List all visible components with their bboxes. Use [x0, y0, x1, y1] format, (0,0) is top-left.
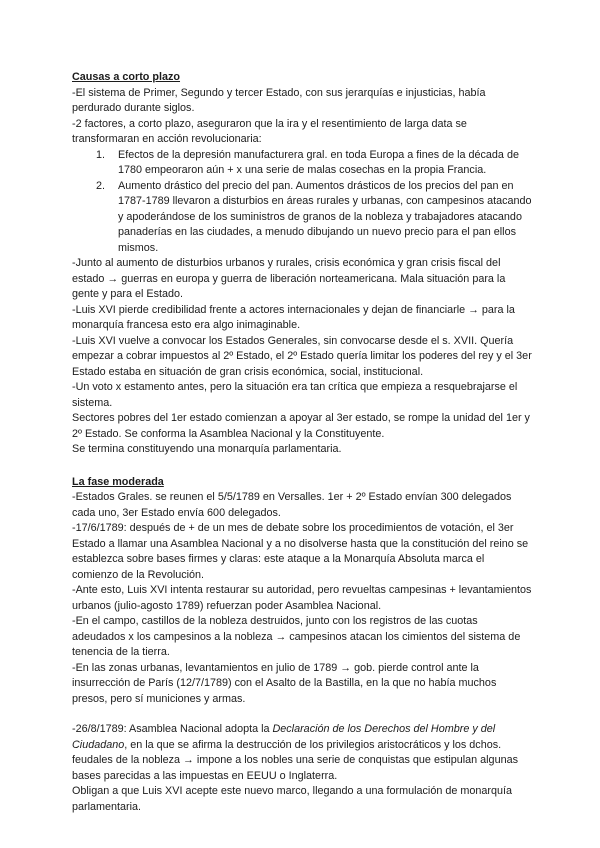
spacer [72, 458, 532, 475]
paragraph: -En el campo, castillos de la nobleza destruidos, junto con los registros de las cuotas adeudados x los campesinos a la nobleza → campesinos atacan los cimientos del sistema de tenencia de la tierra. [72, 615, 521, 658]
paragraph: -17/6/1789: después de + de un mes de debate sobre los procedimientos de votación, el 3er Estado a llamar una Asamblea Nacional y a no disolverse hasta que la constitución del reino se establezca sobre bases firmes y claras: este ataque a la Monarquía Absoluta marca el comienzo de la Revolución. [72, 522, 529, 581]
list-item: 1. Efectos de la depresión manufacturera gral. en toda Europa a fines de la década de 1780 empeoraron aún + x una serie de malas cosechas en la propia Francia. [108, 148, 532, 179]
section-heading-fase-moderada: La fase moderada [72, 475, 164, 488]
declaration-paragraph [72, 722, 532, 784]
paragraph: Se termina constituyendo una monarquía parlamentaria. [72, 443, 342, 455]
document-body [72, 70, 532, 815]
spacer [72, 707, 532, 722]
paragraph: -Luis XVI pierde credibilidad frente a actores internacionales y dejan de financiarle → para la monarquía francesa esto era algo inimaginable. [72, 303, 515, 331]
numbered-list [72, 148, 532, 257]
paragraph: -En las zonas urbanas, levantamientos en julio de 1789 → gob. pierde control ante la insurrección de París (12/7/1789) con el Asalto de la Bastilla, en la que no había muchos presos, pero sí municiones y armas. [72, 661, 497, 705]
paragraph: -Un voto x estamento antes, pero la situación era tan crítica que empieza a resquebrajarse el sistema. [72, 381, 518, 409]
paragraph: -Luis XVI vuelve a convocar los Estados Generales, sin convocarse desde el s. XVII. Quería empezar a cobrar impuestos al 2º Estado, el 2º Estado quería limitar los poderes del rey y el 3er Estado estaba en situación de gran crisis económica, social, institucional. [72, 334, 532, 378]
section-heading-causas: Causas a corto plazo [72, 71, 181, 83]
paragraph: -Ante esto, Luis XVI intenta restaurar su autoridad, pero revueltas campesinas + levantamientos urbanos (julio-agosto 1789) refuerzan poder Asamblea Nacional. [72, 584, 532, 612]
paragraph: -El sistema de Primer, Segundo y tercer Estado, con sus jerarquías e injusticias, había perdurado durante siglos. [72, 86, 486, 114]
paragraph: Obligan a que Luis XVI acepte este nuevo marco, llegando a una formulación de monarquía parlamentaria. [72, 785, 512, 813]
declaration-prefix: -26/8/1789: Asamblea Nacional adopta la [72, 723, 273, 735]
paragraph: -2 factores, a corto plazo, aseguraron que la ira y el resentimiento de larga data se transformaran en acción revolucionaria: [72, 117, 467, 145]
list-item: 2. Aumento drástico del precio del pan. Aumentos drásticos de los precios del pan en 1787-1789 llevaron a disturbios en áreas rurales y urbanas, con campesinos atacando y apoderándose de los suministros de granos de la nobleza y trabajadores atacando panaderías en las ciudades, a menudo dibujando un nuevo precio para el pan ellos mismos. [108, 179, 532, 257]
declaration-title: Declaración de los Derechos del Hombre y del Ciudadano [72, 723, 496, 751]
declaration-suffix: , en la que se afirma la destrucción de los privilegios aristocráticos y los dchos. feudales de la nobleza → impone a los nobles una serie de conquistas que estipulan algunas bases parecidas a las impuestas en EEUU o Inglaterra. [72, 738, 518, 782]
paragraph: Sectores pobres del 1er estado comienzan a apoyar al 3er estado, se rompe la unidad del 1er y 2º Estado. Se conforma la Asamblea Nacional y la Constituyente. [72, 412, 530, 440]
paragraph: -Estados Grales. se reunen el 5/5/1789 en Versalles. 1er + 2º Estado envían 300 delegados cada uno, 3er Estado envía 600 delegados. [72, 491, 512, 519]
paragraph: -Junto al aumento de disturbios urbanos y rurales, crisis económica y gran crisis fiscal del estado → guerras en europa y guerra de liberación norteamericana. Mala situación para la gente y para el Estado. [72, 257, 506, 300]
